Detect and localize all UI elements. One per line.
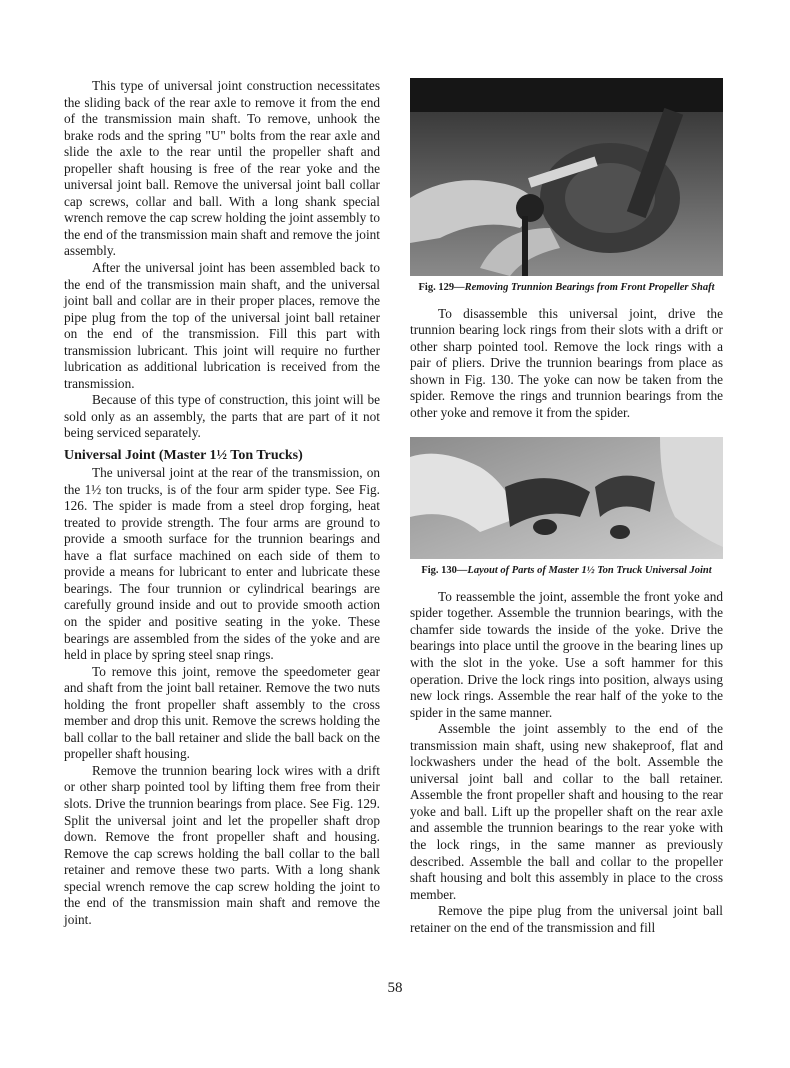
- figure-130-caption: [418, 565, 715, 577]
- figure-130-photo: [410, 437, 723, 559]
- paragraph: Assemble the joint assembly to the end of the transmission main shaft, using new shakeproof, flat and lockwashers under the head of the bolt. Assemble the universal joint ball and collar to the ball retainer. Assemble the front propeller shaft and housing to the rear yoke and ball. Lift up the propeller shaft on the rear axle and assemble the trunnion bearings to the rear yoke with the lock rings, in the same manner as previously described. Assemble the ball and collar to the propeller shaft housing and bolt this assembly in place to the cross member.: [410, 721, 723, 902]
- paragraph: The universal joint at the rear of the transmission, on the 1½ ton trucks, is of the four arm spider type. See Fig. 126. The spider is made from a steel drop forging, heat treated to provide strength. The four arms are ground to provide a smooth surface for the trunnion bearings and have a flat surface machined on each side of them to provide a means for lubricant to enter and lubricate these bearings. The four trunnion or cylindrical bearings are carefully ground inside and out to provide smooth action on the spider and positive seating in the yoke. These bearings are assembled from the sides of the yoke and are held in place by spring steel snap rings.: [64, 465, 380, 663]
- left-column: [64, 78, 380, 928]
- figure-title: —Removing Trunnion Bearings from Front Propeller Shaft: [454, 282, 715, 293]
- page-number: 58: [387, 980, 403, 996]
- paragraph: To reassemble the joint, assemble the front yoke and spider together. Assemble the trunnion bearings, with the chamfer side towards the inside of the yoke. Drive the bearings into place until the groove in the bearing lines up with the slot in the yoke. Use a soft hammer for this operation. Drive the lock rings into position, always using new lock rings. Assemble the rear half of the yoke to the spider in the same manner.: [410, 588, 723, 720]
- section-heading: Universal Joint (Master 1½ Ton Trucks): [64, 448, 303, 464]
- figure-number: Fig. 129: [418, 282, 455, 293]
- paragraph: Remove the trunnion bearing lock wires with a drift or other sharp pointed tool by lifting them free from their slots. Drive the trunnion bearings from place. See Fig. 129. Split the universal joint and let the propeller shaft drop down. Remove the front propeller shaft and housing. Remove the cap screws holding the ball collar to the ball retainer and remove these two parts. With a long shank special wrench remove the cap screw holding the joint to the end of the transmission main shaft and remove the joint.: [64, 762, 380, 927]
- paragraph: This type of universal joint construction necessitates the sliding back of the rear axle to remove it from the end of the transmission main shaft. To remove, unhook the brake rods and the spring "U" bolts from the rear axle and slide the axle to the rear until the propeller shaft and propeller shaft housing is free of the rear yoke and the universal joint ball. Remove the universal joint ball collar cap screws, collar and ball. With a long shank special wrench remove the cap screw holding the joint assembly to the end of the transmission main shaft and remove the joint assembly.: [64, 78, 380, 259]
- figure-129-illustration: [410, 78, 723, 276]
- paragraph: Remove the pipe plug from the universal joint ball retainer on the end of the transmission and fill: [410, 903, 723, 935]
- paragraph: To disassemble this universal joint, drive the trunnion bearing lock rings from their slots with a drift or other sharp pointed tool. Remove the lock rings with a pair of pliers. Drive the trunnion bearings from place as shown in Fig. 130. The yoke can now be taken from the spider. Remove the rings and trunnion bearings from the other yoke and remove it from the spider.: [410, 305, 723, 420]
- paragraph: After the universal joint has been assembled back to the end of the transmission main shaft, and the universal joint ball and collar are in their proper places, remove the pipe plug from the top of the universal joint ball retainer on the end of the transmission. Fill this part with transmission lubricant. This joint will require no further lubrication as additional lubrication is received from the transmission.: [64, 260, 380, 391]
- figure-number: Fig. 130: [421, 565, 457, 577]
- figure-title: —Layout of Parts of Master 1½ Ton Truck Universal Joint: [456, 565, 712, 577]
- right-column: [410, 78, 723, 936]
- paragraph: To remove this joint, remove the speedometer gear and shaft from the joint ball retainer. Remove the two nuts holding the front propeller shaft assembly to the cross member and drop this unit. Remove the screws holding the ball collar to the ball retainer and slide the ball back on the propeller shaft housing.: [64, 663, 380, 762]
- figure-129-caption: [418, 282, 715, 294]
- figure-129-photo: [410, 78, 723, 276]
- figure-130-illustration: [410, 437, 723, 559]
- paragraph: Because of this type of construction, this joint will be sold only as an assembly, the parts that are part of it not being serviced separately.: [64, 392, 380, 441]
